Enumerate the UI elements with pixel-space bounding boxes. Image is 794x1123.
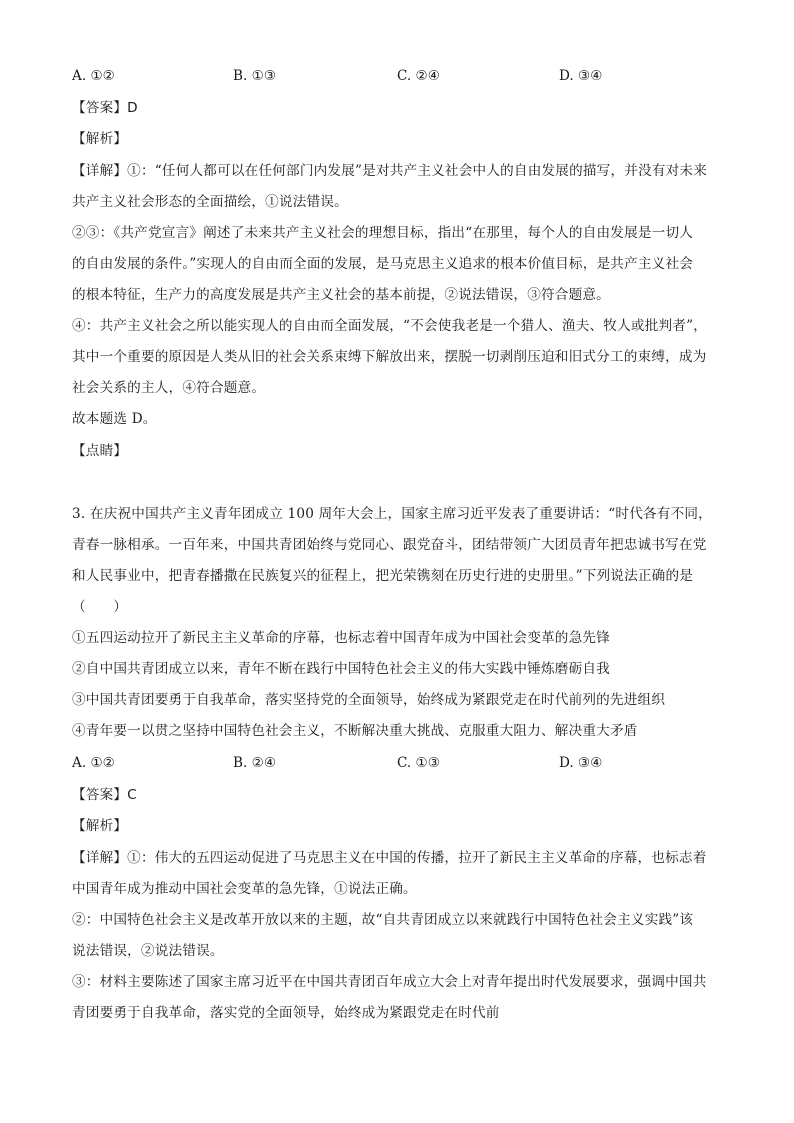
q3-statement: ③中国共青团要勇于自我革命，落实坚持党的全面领导，始终成为紧跟党走在时代前列的先进组织 — [72, 692, 666, 708]
q2-comment-heading: 【点睛】 — [72, 443, 128, 459]
q3-option-d: D. ③④ — [559, 755, 603, 771]
q3-option-a: A. ①② — [72, 755, 115, 771]
q2-option-a: A. ①② — [72, 68, 115, 84]
q2-option-d: D. ③④ — [559, 68, 603, 84]
q3-detail-line: 中国青年成为推动中国社会变革的急先锋，①说法正确。 — [72, 881, 417, 897]
q3-stem-line: 3. 在庆祝中国共产主义青年团成立 100 周年大会上，国家主席习近平发表了重要讲话：“时代各有不同， — [72, 506, 712, 522]
q2-detail-line: 的自由发展的条件。”实现人的自由而全面的发展，是马克思主义追求的根本价值目标，是共产主义社会 — [72, 256, 694, 272]
q2-analysis-heading: 【解析】 — [72, 131, 128, 147]
q3-detail-line: 说法错误，②说法错误。 — [72, 943, 224, 959]
q2-option-b: B. ①③ — [233, 68, 277, 84]
q2-detail-line: 【详解】①：“任何人都可以在任何部门内发展”是对共产主义社会中人的自由发展的描写，并没有对未来 — [72, 163, 708, 179]
q2-detail-line: 共产主义社会形态的全面描绘，①说法错误。 — [72, 194, 348, 210]
q2-detail-line: ②③：《共产党宣言》阐述了未来共产主义社会的理想目标，指出“在那里，每个人的自由发展是一切人 — [72, 225, 694, 241]
q2-detail-line: ④：共产主义社会之所以能实现人的自由而全面发展，“不会使我老是一个猎人、渔夫、牧人或批判者”， — [72, 318, 708, 334]
q3-stem-line: 和人民事业中，把青春播撒在民族复兴的征程上，把光荣镌刻在历史行进的史册里。”下列说法正确的是 — [72, 568, 694, 584]
q3-statement: ①五四运动拉开了新民主主义革命的序幕，也标志着中国青年成为中国社会变革的急先锋 — [72, 630, 610, 646]
q3-statement: ④青年要一以贯之坚持中国特色社会主义，不断解决重大挑战、克服重大阻力、解决重大矛盾 — [72, 723, 638, 739]
q3-option-b: B. ②④ — [233, 755, 277, 771]
q2-options — [72, 66, 722, 86]
q2-detail-line: 其中一个重要的原因是人类从旧的社会关系束缚下解放出来，摆脱一切剥削压迫和旧式分工的束缚，成为 — [72, 349, 707, 365]
q3-statement: ②自中国共青团成立以来，青年不断在践行中国特色社会主义的伟大实践中锤炼磨砺自我 — [72, 661, 610, 677]
q3-detail-line: 【详解】①：伟大的五四运动促进了马克思主义在中国的传播，拉开了新民主主义革命的序幕，也标志着 — [72, 850, 707, 866]
q3-answer-blank: （ ） — [72, 599, 128, 615]
q3-detail-line: 青团要勇于自我革命，落实党的全面领导，始终成为紧跟党走在时代前 — [72, 1005, 500, 1021]
q3-stem-line: 青春一脉相承。一百年来，中国共青团始终与党同心、跟党奋斗，团结带领广大团员青年把忠诚书写在党 — [72, 537, 707, 553]
q2-option-c: C. ②④ — [397, 68, 440, 84]
q3-answer: 【答案】C — [72, 787, 137, 803]
q3-option-c: C. ①③ — [397, 755, 440, 771]
q3-analysis-heading: 【解析】 — [72, 818, 128, 834]
q3-options — [72, 753, 722, 773]
q2-conclusion: 故本题选 D。 — [72, 411, 157, 427]
q2-answer: 【答案】D — [72, 100, 138, 116]
q3-detail-line: ③：材料主要陈述了国家主席习近平在中国共青团百年成立大会上对青年提出时代发展要求，强调中国共 — [72, 974, 707, 990]
q2-detail-line: 的根本特征，生产力的高度发展是共产主义社会的基本前提，②说法错误，③符合题意。 — [72, 287, 610, 303]
q2-detail-line: 社会关系的主人，④符合题意。 — [72, 380, 266, 396]
q3-detail-line: ②：中国特色社会主义是改革开放以来的主题，故“自共青团成立以来就践行中国特色社会主义实践”该 — [72, 912, 694, 928]
